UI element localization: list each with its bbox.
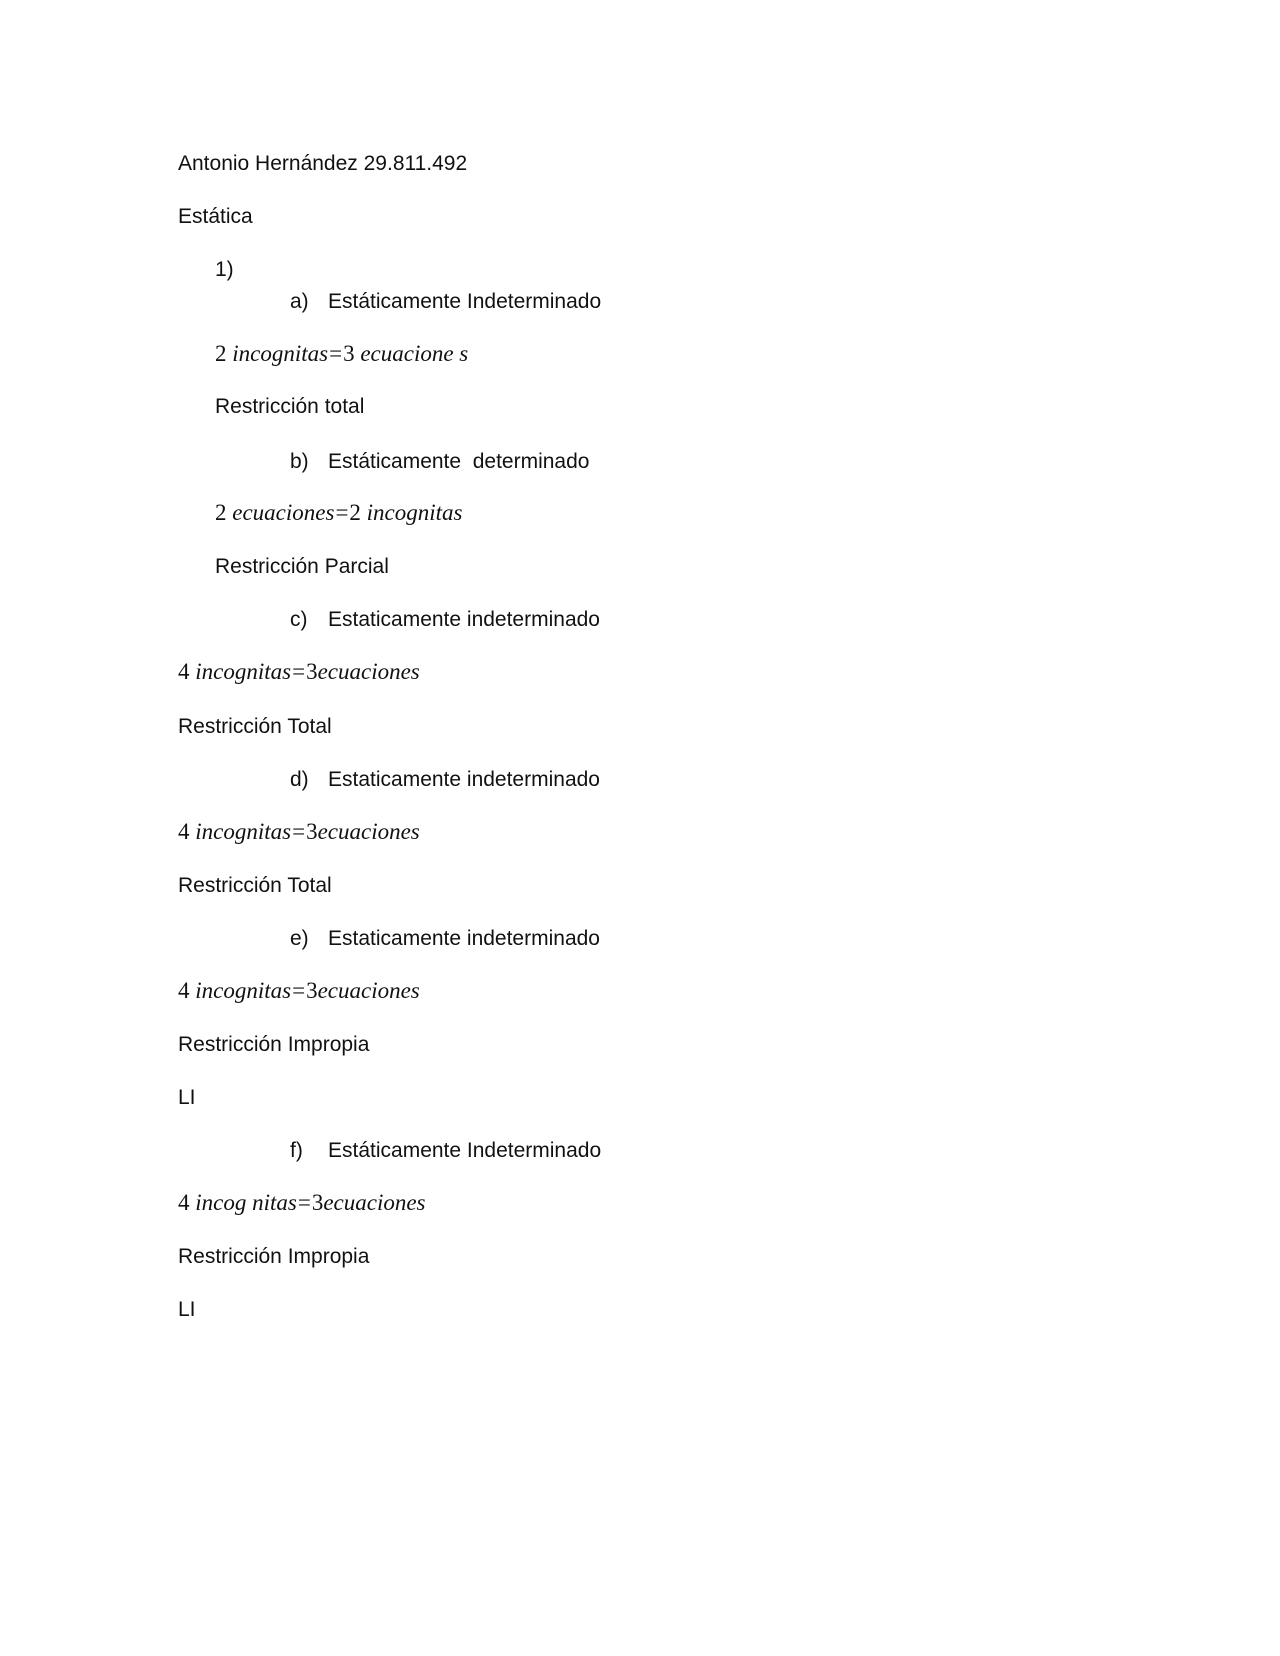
subject-title: Estática <box>178 205 253 228</box>
item-title: Estáticamente determinado <box>328 450 590 473</box>
item-marker: d) <box>290 768 309 791</box>
item-title: Estaticamente indeterminado <box>328 608 600 631</box>
restriction-text: Restricción total <box>215 395 365 418</box>
restriction-text: Restricción Impropia <box>178 1245 370 1268</box>
restriction-text: Restricción Total <box>178 715 332 738</box>
item-marker: a) <box>290 290 309 313</box>
item-marker: f) <box>290 1139 303 1162</box>
equation: 4 incognitas=3ecuaciones <box>178 659 420 684</box>
restriction-text: Restricción Impropia <box>178 1033 370 1056</box>
note-text: LI <box>178 1298 196 1321</box>
question-number: 1) <box>215 258 234 281</box>
restriction-text: Restricción Total <box>178 874 332 897</box>
item-title: Estáticamente Indeterminado <box>328 1139 602 1162</box>
note-text: LI <box>178 1086 196 1109</box>
equation: 4 incognitas=3ecuaciones <box>178 978 420 1003</box>
item-title: Estáticamente Indeterminado <box>328 290 602 313</box>
equation: 4 incognitas=3ecuaciones <box>178 819 420 844</box>
equation: 2 incognitas=3 ecuacione s <box>215 341 469 366</box>
item-marker: c) <box>290 608 308 631</box>
item-title: Estaticamente indeterminado <box>328 927 600 950</box>
item-marker: b) <box>290 450 309 473</box>
item-marker: e) <box>290 927 309 950</box>
equation: 4 incog nitas=3ecuaciones <box>178 1190 426 1215</box>
restriction-text: Restricción Parcial <box>215 555 389 578</box>
author-line: Antonio Hernández 29.811.492 <box>178 152 468 175</box>
equation: 2 ecuaciones=2 incognitas <box>215 500 463 525</box>
item-title: Estaticamente indeterminado <box>328 768 600 791</box>
